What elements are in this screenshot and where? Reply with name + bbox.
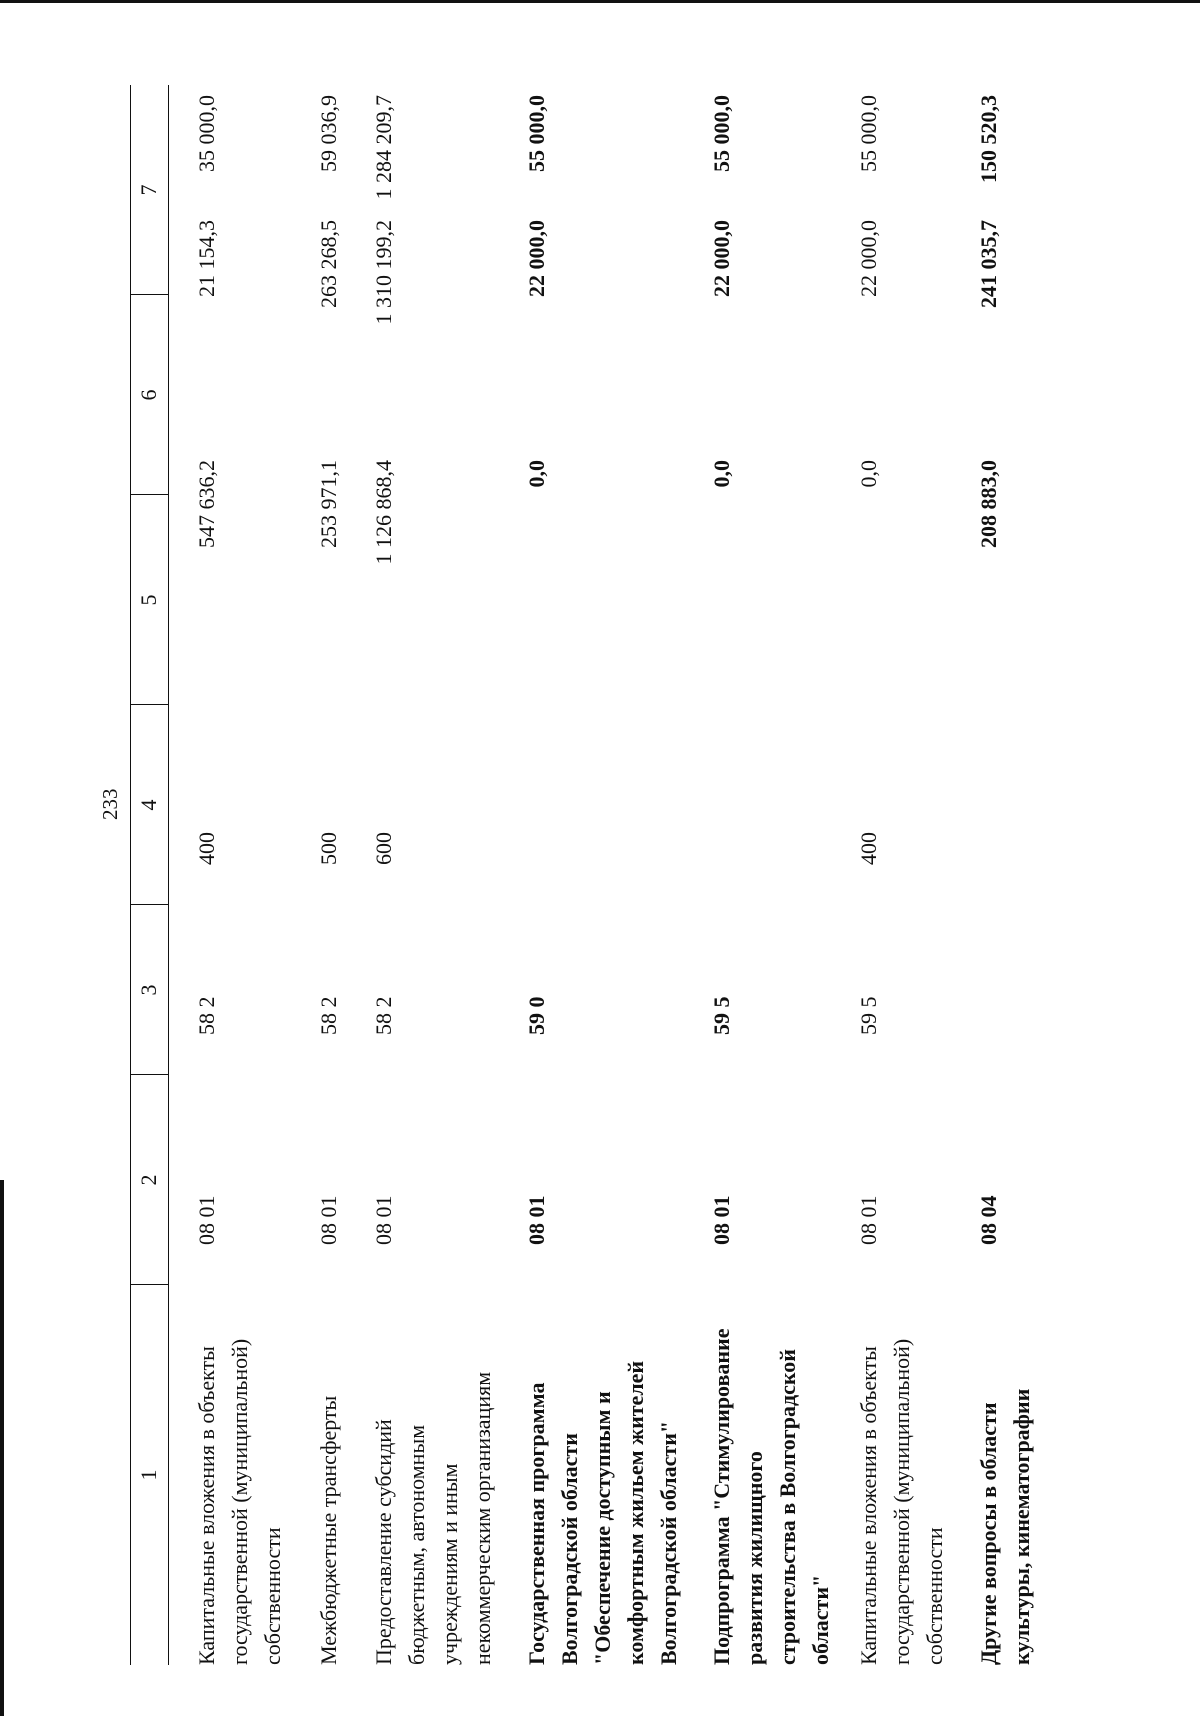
page-number: 233 (98, 788, 122, 820)
column-header-5: 5 (136, 594, 161, 606)
row-name: Капитальные вложения в объекты государственной (муниципальной) собственности (194, 1338, 285, 1665)
row-name: Подпрограмма "Стимулирование развития жилищного строительства в Волгоградской области" (709, 1328, 833, 1665)
row-target-code: 59 5 (709, 996, 734, 1035)
row-section-code: 08 01 (856, 1195, 881, 1245)
row-section-code: 08 01 (524, 1195, 549, 1245)
row-value-6: 1 310 199,2 (371, 220, 396, 325)
column-header-3: 3 (136, 984, 161, 996)
row-target-code: 59 5 (856, 996, 881, 1035)
column-header-7: 7 (136, 184, 161, 196)
row-value-6: 21 154,3 (194, 220, 219, 297)
row-value-6: 22 000,0 (709, 220, 734, 297)
row-section-code: 08 01 (316, 1195, 341, 1245)
row-section-code: 08 01 (194, 1195, 219, 1245)
row-section-code: 08 04 (976, 1195, 1001, 1245)
budget-table (130, 85, 1050, 1665)
row-value-7: 55 000,0 (856, 95, 881, 172)
row-target-code: 59 0 (524, 996, 549, 1035)
row-value-6: 22 000,0 (524, 220, 549, 297)
row-value-7: 55 000,0 (524, 95, 549, 172)
row-value-7: 1 284 209,7 (371, 95, 396, 200)
header-bottom-rule (168, 85, 169, 1665)
row-value-5: 547 636,2 (194, 460, 219, 548)
column-header-6: 6 (136, 389, 161, 401)
row-expense-type: 500 (316, 832, 341, 865)
row-section-code: 08 01 (371, 1195, 396, 1245)
row-expense-type: 400 (856, 832, 881, 865)
row-value-5: 0,0 (709, 460, 734, 488)
row-expense-type: 400 (194, 832, 219, 865)
row-value-6: 22 000,0 (856, 220, 881, 297)
row-value-7: 55 000,0 (709, 95, 734, 172)
row-name: Капитальные вложения в объекты государственной (муниципальной) собственности (856, 1338, 947, 1665)
row-target-code: 58 2 (316, 996, 341, 1035)
row-value-5: 0,0 (856, 460, 881, 488)
table-header (130, 85, 168, 1665)
row-name: Другие вопросы в области культуры, кинематографии (976, 1388, 1034, 1665)
row-expense-type: 600 (371, 832, 396, 865)
row-value-5: 1 126 868,4 (371, 460, 396, 565)
row-target-code: 58 2 (371, 996, 396, 1035)
column-header-1: 1 (136, 1469, 161, 1481)
column-header-4: 4 (136, 799, 161, 811)
column-header-2: 2 (136, 1174, 161, 1186)
row-value-5: 0,0 (524, 460, 549, 488)
row-value-6: 263 268,5 (316, 220, 341, 308)
row-value-5: 253 971,1 (316, 460, 341, 548)
row-value-6: 241 035,7 (976, 220, 1001, 308)
row-name: Межбюджетные трансферты (316, 1395, 341, 1665)
row-target-code: 58 2 (194, 996, 219, 1035)
scan-border-left (0, 1180, 4, 1716)
scan-border-top (0, 0, 1200, 3)
row-value-5: 208 883,0 (976, 460, 1001, 548)
row-name: Государственная программа Волгоградской области "Обеспечение доступным и комфортным жильем жителей Волгоградской области" (524, 1360, 681, 1665)
row-section-code: 08 01 (709, 1195, 734, 1245)
row-name: Предоставление субсидий бюджетным, автономным учреждениям и иным некоммерческим организациям (371, 1371, 495, 1665)
row-value-7: 35 000,0 (194, 95, 219, 172)
row-value-7: 59 036,9 (316, 95, 341, 172)
row-value-7: 150 520,3 (976, 95, 1001, 183)
